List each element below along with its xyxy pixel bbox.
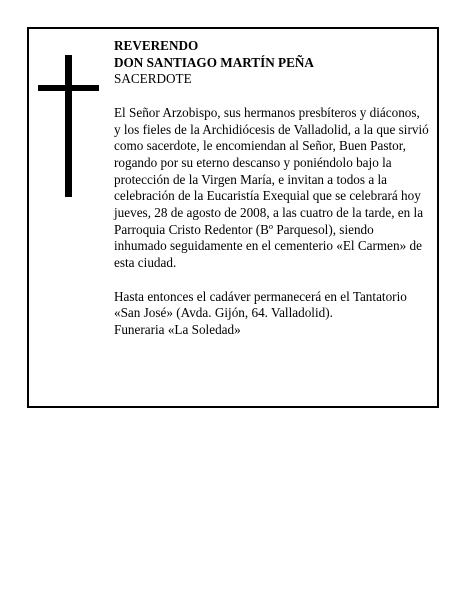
deceased-name: DON SANTIAGO MARTÍN PEÑA xyxy=(114,54,314,70)
deceased-title: REVERENDO xyxy=(114,38,199,53)
deceased-rank: SACERDOTE xyxy=(114,71,192,87)
cross-horizontal-bar xyxy=(38,85,99,91)
tanatorio-text: Hasta entonces el cadáver permanecerá en el Tantatorio «San José» (Avda. Gijón, 64. Valladolid). xyxy=(114,288,407,321)
cross-vertical-bar xyxy=(65,55,72,197)
funeraria-text: Funeraria «La Soledad» xyxy=(114,321,241,337)
funeral-announcement-text: El Señor Arzobispo, sus hermanos presbíteros y diáconos, y los fieles de la Archidiócesis de Valladolid, a la que sirvió como sacerdote, le encomiendan al Señor, Buen Pastor, rogando por su eterno descanso y poniéndolo bajo la protección de la Virgen María, e invitan a todos a la celebración de la Eucaristía Exequial que se celebrará hoy jueves, 28 de agosto de 2008, a las cuatro de la tarde, en la Parroquia Cristo Redentor (Bº Parquesol), siendo inhumado seguidamente en el cementerio «El Carmen» de esta ciudad. xyxy=(114,104,429,271)
obituary-content xyxy=(114,38,429,339)
